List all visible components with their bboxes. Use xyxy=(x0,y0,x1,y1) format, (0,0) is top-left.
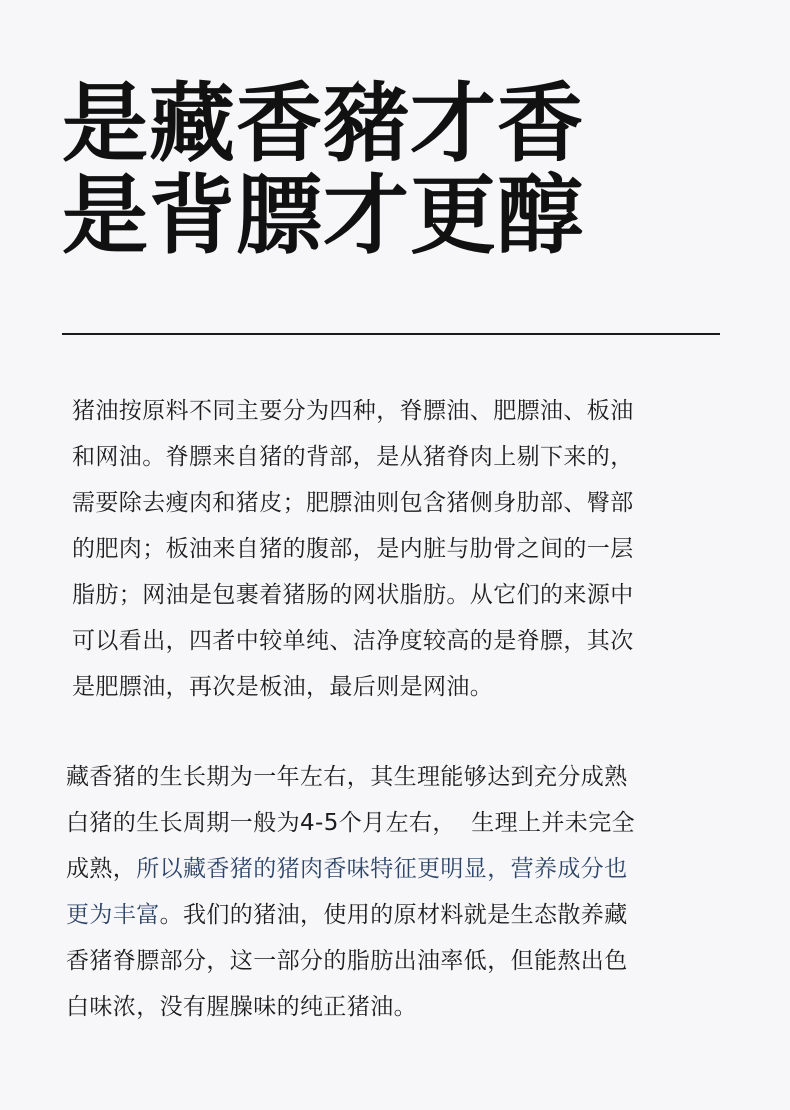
title-line-2: 是背膘才更醇 xyxy=(62,165,584,266)
paragraph-text: 成熟， xyxy=(66,856,137,882)
paragraph-lard-types xyxy=(72,388,634,710)
paragraph-line: 需要除去瘦肉和猪皮；肥膘油则包含猪侧身肋部、臀部 xyxy=(72,490,634,516)
paragraph-line xyxy=(66,800,635,846)
paragraph-line: 香猪脊膘部分，这一部分的脂肪出油率低，但能熬出色 xyxy=(66,948,628,974)
paragraph-line: 藏香猪的生长期为一年左右，其生理能够达到充分成熟 xyxy=(66,764,628,790)
paragraph-line: 和网油。脊膘来自猪的背部，是从猪脊肉上剔下来的， xyxy=(72,444,634,470)
paragraph-line: 是肥膘油，再次是板油，最后则是网油。 xyxy=(72,674,494,700)
title-divider xyxy=(62,333,720,335)
paragraph-text: 。我们的猪油，使用的原材料就是生态散养藏 xyxy=(159,902,628,928)
paragraph-text: 白猪的生长周期一般为4-5个月左右， 生理上并未完全 xyxy=(66,810,635,836)
paragraph-line: 的肥肉；板油来自猪的腹部，是内脏与肋骨之间的一层 xyxy=(72,536,634,562)
paragraph-line: 脂肪；网油是包裹着猪肠的网状脂肪。从它们的来源中 xyxy=(72,582,634,608)
paragraph-line xyxy=(66,892,635,938)
paragraph-line: 可以看出，四者中较单纯、洁净度较高的是脊膘，其次 xyxy=(72,628,634,654)
highlighted-text: 所以藏香猪的猪肉香味特征更明显，营养成分也 xyxy=(136,856,628,882)
page-title xyxy=(62,73,584,266)
title-line-1: 是藏香豬才香 xyxy=(62,73,584,174)
paragraph-line xyxy=(66,846,635,892)
paragraph-line: 猪油按原料不同主要分为四种，脊膘油、肥膘油、板油 xyxy=(72,398,634,424)
paragraph-line: 白味浓，没有腥臊味的纯正猪油。 xyxy=(66,994,417,1020)
paragraph-tibetan-pig xyxy=(66,754,635,1030)
highlighted-text: 更为丰富 xyxy=(66,902,160,928)
